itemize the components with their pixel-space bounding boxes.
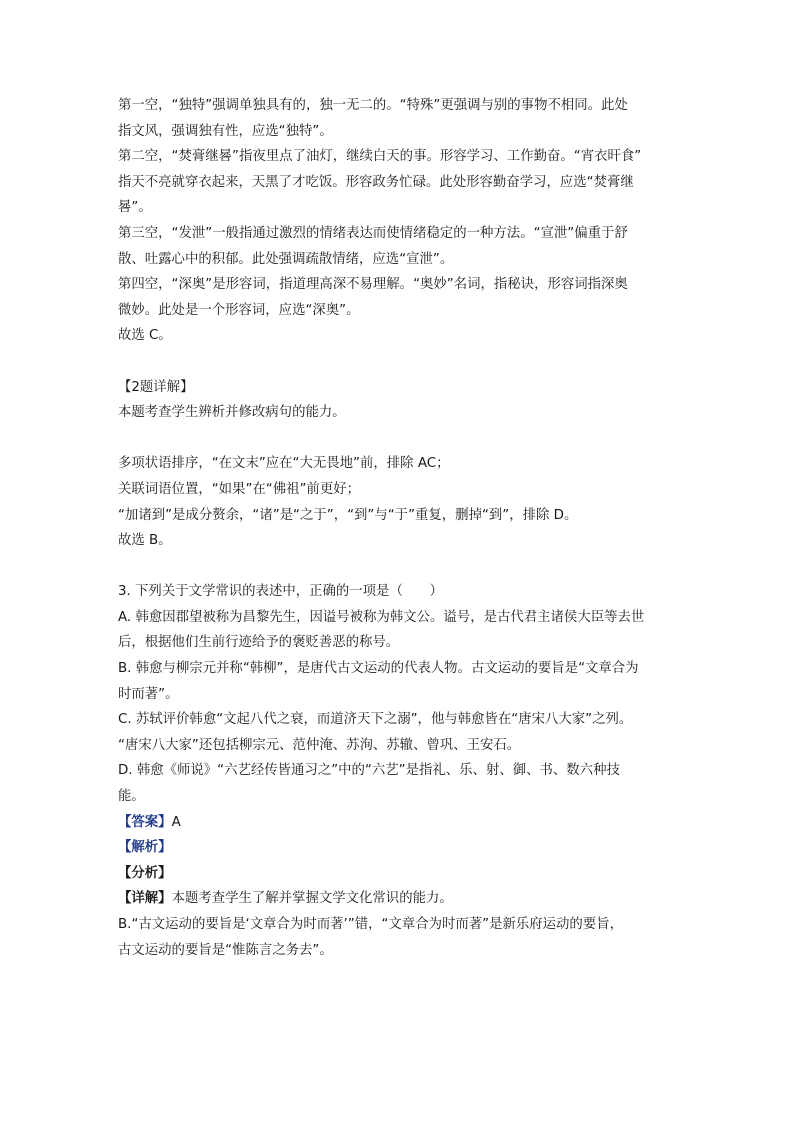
- text-line: 第二空，“焚膏继晷”指夜里点了油灯，继续白天的事。形容学习、工作勤奋。“宵衣旰食”: [118, 149, 642, 165]
- text-line: 晷”。: [118, 200, 152, 216]
- text-line: 古文运动的要旨是“惟陈言之务去”。: [118, 942, 333, 958]
- document-body: [118, 93, 688, 963]
- option-line: B. 韩愈与柳宗元并称“韩柳”，是唐代古文运动的代表人物。古文运动的要旨是“文章合为: [118, 661, 639, 677]
- text-line: 第一空，“独特”强调单独具有的，独一无二的。“特殊”更强调与别的事物不相同。此处: [118, 98, 628, 113]
- text-line: 本题考查学生辨析并修改病句的能力。: [118, 405, 346, 421]
- option-line: 时而著”。: [118, 686, 179, 702]
- option-line: A. 韩愈因郡望被称为昌黎先生，因谥号被称为韩文公。谥号，是古代君主诸侯大臣等去世: [118, 609, 645, 625]
- option-line: D. 韩愈《师说》“六艺经传皆通习之”中的“六艺”是指礼、乐、射、御、书、数六种技: [118, 763, 620, 779]
- text-line: 故选 C。: [118, 328, 172, 344]
- text-line: 故选 B。: [118, 533, 172, 549]
- text-line: B.“古文运动的要旨是‘文章合为时而著’”错，“文章合为时而著”是新乐府运动的要旨，: [118, 917, 623, 932]
- option-line: 能。: [118, 789, 145, 805]
- analysis-label: 【解析】: [118, 840, 172, 856]
- section-heading: 【2题详解】: [118, 379, 194, 395]
- spacer: [118, 349, 688, 375]
- detail-text: 本题考查学生了解并掌握文学文化常识的能力。: [171, 891, 453, 907]
- option-line: “唐宋八大家”还包括柳宗元、范仲淹、苏洵、苏辙、曾巩、王安石。: [118, 737, 521, 753]
- option-line: C. 苏轼评价韩愈“文起八代之衰，而道济天下之溺”，他与韩愈皆在“唐宋八大家”之列。: [118, 712, 633, 728]
- text-line: 散、吐露心中的积郁。此处强调疏散情绪，应选“宣泄”。: [118, 251, 454, 267]
- question-stem: 3. 下列关于文学常识的表述中，正确的一项是（ ）: [118, 584, 444, 600]
- spacer: [118, 426, 688, 452]
- text-line: 指文风，强调独有性，应选“独特”。: [118, 123, 333, 139]
- detail-label: 【详解】: [118, 891, 172, 907]
- answer-value: A: [171, 814, 181, 830]
- text-line: 微妙。此处是一个形容词，应选“深奥”。: [118, 302, 360, 318]
- answer-label: 【答案】: [118, 814, 172, 830]
- spacer: [118, 554, 688, 580]
- text-line: 第四空，“深奥”是形容词，指道理高深不易理解。“奥妙”名词，指秘诀，形容词指深奥: [118, 277, 628, 293]
- answer-line: [118, 810, 688, 836]
- text-line: 多项状语排序，“在文末”应在“大无畏地”前，排除 AC；: [118, 456, 450, 472]
- text-line: 指天不亮就穿衣起来，天黑了才吃饭。形容政务忙碌。此处形容勤奋学习，应选“焚膏继: [118, 174, 634, 190]
- analysis-line: [118, 835, 688, 861]
- text-line: 关联词语位置，“如果”在“佛祖”前更好；: [118, 481, 360, 497]
- text-line: “加诸到”是成分赘余，“诸”是“之于”，“到”与“于”重复，删掉“到”，排除 D。: [118, 507, 578, 523]
- detail-line: [118, 886, 688, 912]
- fenxi-label: 【分析】: [118, 865, 172, 881]
- option-line: 后，根据他们生前行迹给予的褒贬善恶的称号。: [118, 635, 400, 651]
- text-line: 第三空，“发泄”一般指通过激烈的情绪表达而使情绪稳定的一种方法。“宣泄”偏重于舒: [118, 225, 628, 241]
- fenxi-line: [118, 861, 688, 887]
